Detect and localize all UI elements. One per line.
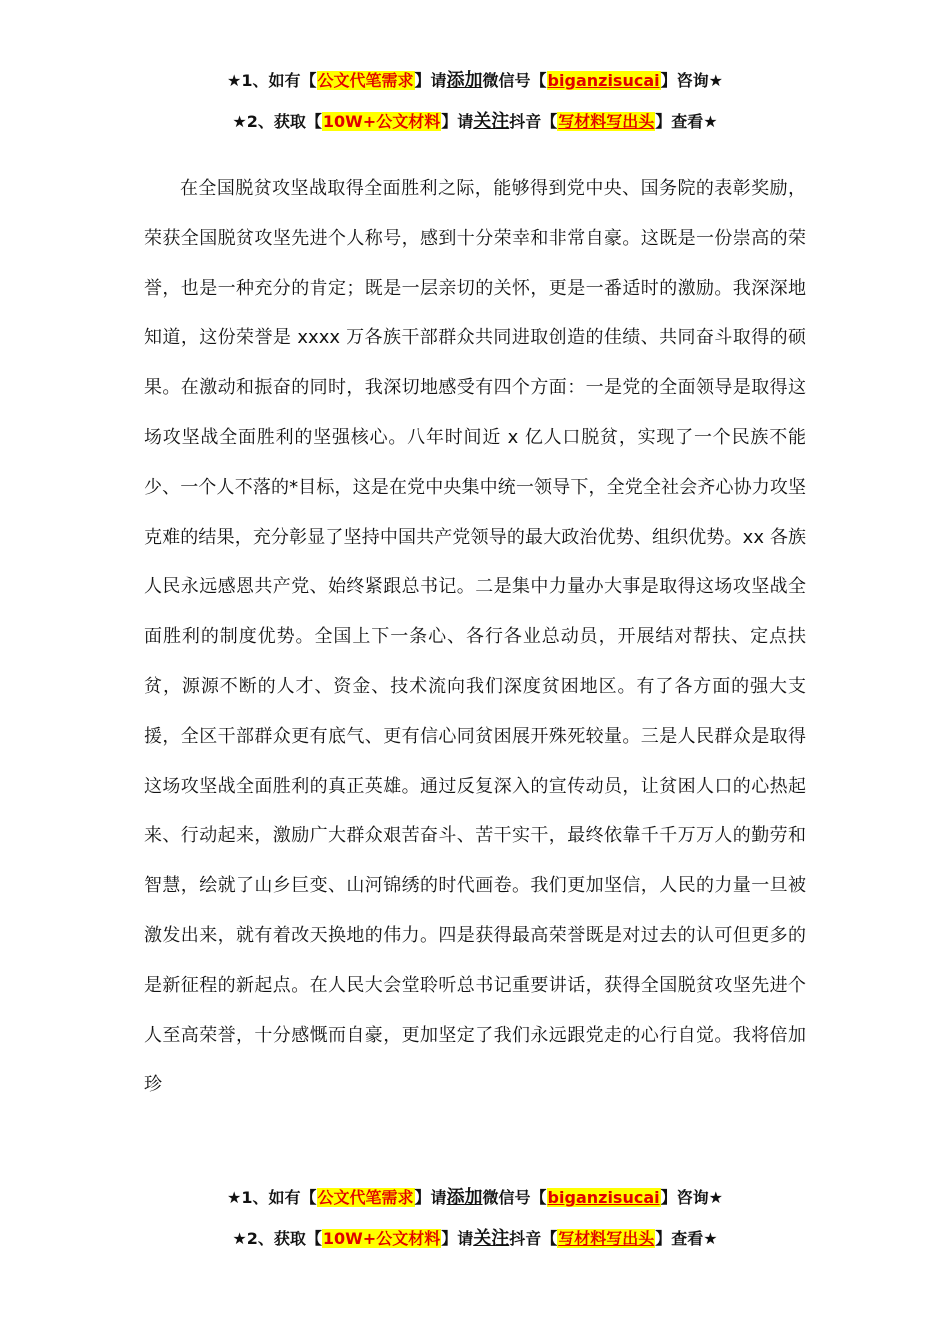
promo-wechat-id: biganzisucai (547, 71, 660, 90)
promo-highlight: 公文代笔需求 (317, 71, 414, 90)
promo-text: ★2、获取【 (232, 1229, 322, 1248)
promo-wechat-id: biganzisucai (547, 1188, 660, 1207)
promo-text: 抖音【 (509, 112, 558, 131)
header-promo-line-2 (0, 112, 950, 132)
promo-text: 微信号【 (482, 71, 547, 90)
promo-text: ★1、如有【 (227, 71, 317, 90)
promo-highlight: 10W+公文材料 (322, 112, 441, 131)
promo-text: 】请 (414, 71, 447, 90)
document-body (144, 164, 806, 1110)
promo-emphasis: 添加 (446, 1187, 483, 1208)
promo-text: 】请 (441, 1229, 474, 1248)
promo-emphasis: 关注 (473, 1228, 510, 1249)
footer-promo-line-1 (0, 1188, 950, 1208)
promo-text: 】查看★ (655, 112, 718, 131)
body-paragraph: 在全国脱贫攻坚战取得全面胜利之际，能够得到党中央、国务院的表彰奖励，荣获全国脱贫攻坚先进个人称号，感到十分荣幸和非常自豪。这既是一份崇高的荣誉，也是一种充分的肯定；既是一层亲切的关怀，更是一番适时的激励。我深深地知道，这份荣誉是 xxxx 万各族干部群众共同进取创造的佳绩、共同奋斗取得的硕果。在激动和振奋的同时，我深切地感受有四个方面：一是党的全面领导是取得这场攻坚战全面胜利的坚强核心。八年时间近 x 亿人口脱贫，实现了一个民族不能少、一个人不落的*目标，这是在党中央集中统一领导下，全党全社会齐心协力攻坚克难的结果，充分彰显了坚持中国共产党领导的最大政治优势、组织优势。xx 各族人民永远感恩共产党、始终紧跟总书记。二是集中力量办大事是取得这场攻坚战全面胜利的制度优势。全国上下一条心、各行各业总动员，开展结对帮扶、定点扶贫，源源不断的人才、资金、技术流向我们深度贫困地区。有了各方面的强大支援，全区干部群众更有底气、更有信心同贫困展开殊死较量。三是人民群众是取得这场攻坚战全面胜利的真正英雄。通过反复深入的宣传动员，让贫困人口的心热起来、行动起来，激励广大群众艰苦奋斗、苦干实干，最终依靠千千万万人的勤劳和智慧，绘就了山乡巨变、山河锦绣的时代画卷。我们更加坚信，人民的力量一旦被激发出来，就有着改天换地的伟力。四是获得最高荣誉既是对过去的认可但更多的是新征程的新起点。在人民大会堂聆听总书记重要讲话，获得全国脱贫攻坚先进个人至高荣誉，十分感慨而自豪，更加坚定了我们永远跟党走的心行自觉。我将倍加珍 (144, 178, 806, 1096)
promo-highlight: 公文代笔需求 (317, 1188, 414, 1207)
promo-text: ★1、如有【 (227, 1188, 317, 1207)
promo-text: 】请 (414, 1188, 447, 1207)
header-promo-line-1 (0, 71, 950, 91)
promo-text: 】咨询★ (660, 71, 723, 90)
promo-highlight: 10W+公文材料 (322, 1229, 441, 1248)
promo-douyin-id: 写材料写出头 (558, 112, 655, 131)
promo-emphasis: 添加 (446, 70, 483, 91)
promo-text: 】请 (441, 112, 474, 131)
promo-text: 】咨询★ (660, 1188, 723, 1207)
promo-text: 】查看★ (655, 1229, 718, 1248)
promo-emphasis: 关注 (473, 111, 510, 132)
promo-text: ★2、获取【 (232, 112, 322, 131)
footer-promo-line-2 (0, 1229, 950, 1249)
promo-text: 抖音【 (509, 1229, 558, 1248)
promo-text: 微信号【 (482, 1188, 547, 1207)
promo-douyin-id: 写材料写出头 (558, 1229, 655, 1248)
